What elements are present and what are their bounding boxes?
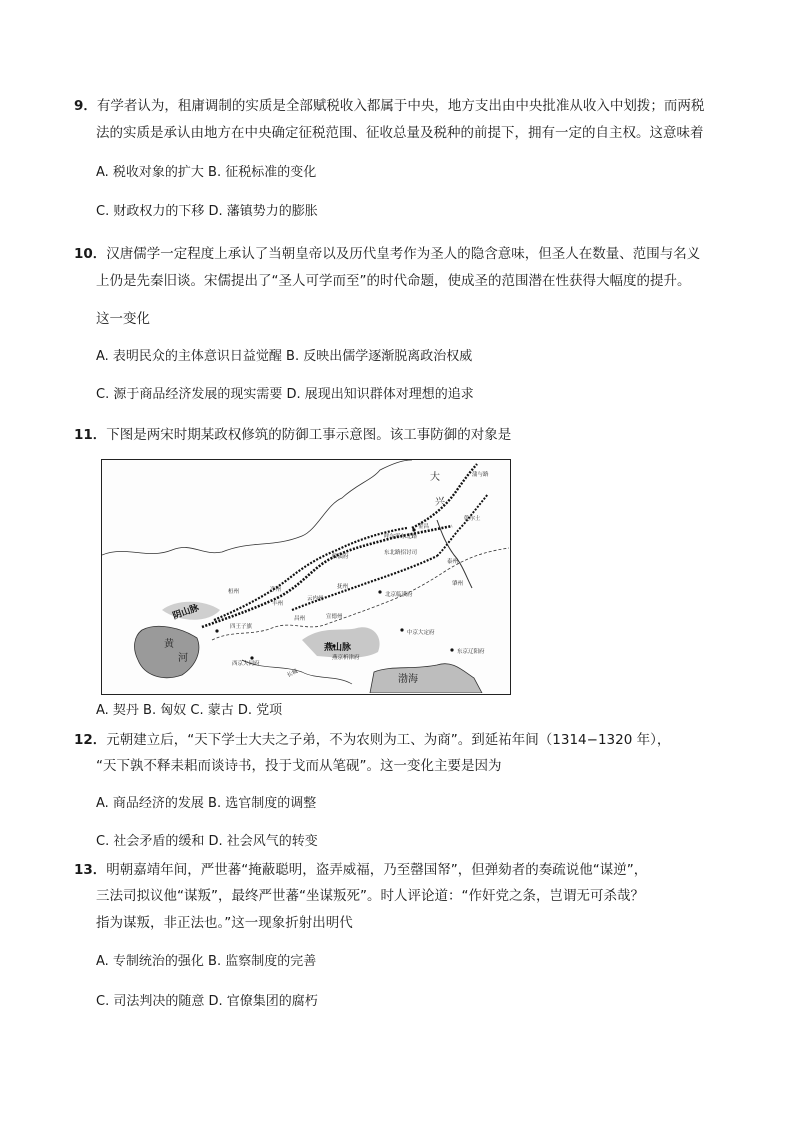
q10-stem-line3: 这一变化 bbox=[96, 311, 150, 327]
q11-stem-text1: 下图是两宋时期某政权修筑的防御工事示意图。该工事防御的对象是 bbox=[106, 427, 512, 443]
defense-line-outer bbox=[202, 526, 452, 627]
map-label-xing: 兴 bbox=[435, 497, 445, 508]
boundary-south bbox=[212, 548, 509, 640]
city-dot-zhongjing bbox=[400, 628, 403, 631]
city-dot-xijing bbox=[250, 656, 253, 659]
q9-stem-text1: 有学者认为，租庸调制的实质是全部赋税收入都属于中央，地方支出由中央批准从收入中划拨；而两税 bbox=[96, 98, 705, 114]
map-label-changcheng: 长城 bbox=[286, 668, 299, 679]
q10-number: 10． bbox=[74, 246, 107, 262]
q13-stem-line3: 指为谋叛，非正法也。”这一现象折射出明代 bbox=[96, 915, 353, 931]
map-label-linzhou: 临潢府 bbox=[332, 554, 349, 560]
q13-number: 13． bbox=[74, 862, 107, 878]
q12-options-ab[interactable]: A. 商品经济的发展 B. 选官制度的调整 bbox=[96, 796, 317, 811]
map-label-huanzhou: 桓州 bbox=[228, 589, 240, 595]
q9-options-ab[interactable]: A. 税收对象的扩大 B. 征税标准的变化 bbox=[96, 165, 317, 180]
yellow-river-area bbox=[135, 626, 199, 677]
q9-stem-line1 bbox=[74, 97, 704, 115]
map-label-jingzhou: 净州 bbox=[270, 587, 282, 593]
q9-stem-line2: 法的实质是承认由地方在中央确定征税范围、征收总量及税种的前提下，拥有一定的自主权。这意味着 bbox=[96, 125, 704, 141]
q10-options-ab[interactable]: A. 表明民众的主体意识日益觉醒 B. 反映出儒学逐渐脱离政治权威 bbox=[96, 349, 473, 364]
q12-stem-line1 bbox=[74, 731, 670, 749]
map-label-da: 大 bbox=[430, 472, 440, 483]
map-label-yanshan: 燕山脉 bbox=[324, 643, 352, 653]
map-label-dongbeilu: 东北路招讨司 bbox=[384, 550, 418, 556]
boundary-north bbox=[102, 460, 412, 555]
q13-stem-line2: 三法司拟议他“谋叛”，最终严世蕃“坐谋叛死”。时人评论道：“作奸党之条，岂谓无可杀哉？ bbox=[96, 888, 644, 904]
map-label-huang: 黄 bbox=[164, 639, 174, 650]
river-line bbox=[437, 520, 472, 588]
map-label-tairen: 泰州 bbox=[447, 559, 459, 565]
map-label-jiertu: 乾尔土 bbox=[464, 516, 481, 522]
q9-options-cd[interactable]: C. 财政权力的下移 D. 藩镇势力的膨胀 bbox=[96, 204, 318, 219]
map-label-beijing: 北京临潢府 bbox=[385, 592, 413, 598]
map-label-yanjing: 燕京析津府 bbox=[332, 655, 360, 661]
q9-number: 9． bbox=[74, 98, 97, 114]
q10-stem-text1: 汉唐儒学一定程度上承认了当朝皇帝以及历代皇考作为圣人的隐含意味，但圣人在数量、范围与名义 bbox=[106, 246, 701, 262]
q12-options-cd[interactable]: C. 社会矛盾的缓和 D. 社会风气的转变 bbox=[96, 834, 318, 849]
map-svg bbox=[102, 460, 509, 693]
city-dot-beijing bbox=[378, 590, 381, 593]
q11-stem-line1 bbox=[74, 426, 511, 444]
map-label-dongjing: 东京辽阳府 bbox=[457, 649, 485, 655]
map-label-fuzhou: 抚州 bbox=[337, 584, 349, 590]
q12-number: 12． bbox=[74, 732, 107, 748]
map-label-zhongjing: 中京大定府 bbox=[407, 630, 435, 636]
q10-stem-line2: 上仍是先秦旧谈。宋儒提出了“圣人可学而至”的时代命题，使成圣的范围潜在性获得大幅度的提升。 bbox=[96, 273, 691, 289]
city-dot-dongjing bbox=[450, 648, 453, 651]
map-label-changzhou: 昌州 bbox=[294, 616, 306, 622]
map-label-yunnei: 云内州 bbox=[307, 596, 324, 602]
q10-options-cd[interactable]: C. 源于商品经济发展的现实需要 D. 展现出知识群体对理想的追求 bbox=[96, 387, 474, 402]
city-dot-jinchang bbox=[412, 528, 415, 531]
map-label-puyu: 蒲与路 bbox=[472, 472, 489, 478]
map-label-bohai: 渤海 bbox=[398, 674, 418, 685]
map-label-zhaozhou: 肇州 bbox=[452, 581, 464, 587]
defense-works-map bbox=[101, 459, 511, 695]
map-label-huerjinbo: 呼尔浑东北路 bbox=[384, 534, 418, 540]
q11-number: 11． bbox=[74, 427, 107, 443]
q10-stem-line1 bbox=[74, 245, 700, 263]
map-label-xiangcheng: 宣德州 bbox=[326, 614, 343, 620]
city-dot-wuchuan bbox=[215, 629, 218, 632]
q13-stem-text1: 明朝嘉靖年间，严世蕃“掩蔽聪明，盗弄威福，乃至罄国帑”，但弹劾者的奏疏说他“谋逆”， bbox=[106, 862, 648, 878]
map-label-fengzhou: 丰州 bbox=[272, 601, 284, 607]
q12-stem-text1: 元朝建立后，“天下学士大夫之子弟，不为农则为工、为商”。到延祐年间（1314−1320 年）， bbox=[106, 732, 671, 748]
bohai-sea-area bbox=[370, 664, 482, 693]
q13-options-ab[interactable]: A. 专制统治的强化 B. 监察制度的完善 bbox=[96, 954, 317, 969]
map-label-he: 河 bbox=[178, 653, 188, 664]
map-label-xijing: 西京大同府 bbox=[232, 661, 260, 667]
q13-stem-line1 bbox=[74, 861, 647, 879]
q11-options[interactable]: A. 契丹 B. 匈奴 C. 蒙古 D. 党项 bbox=[96, 703, 283, 718]
map-label-yinshan: 阴山脉 bbox=[171, 603, 201, 622]
q13-options-cd[interactable]: C. 司法判决的随意 D. 官僚集团的腐朽 bbox=[96, 994, 318, 1009]
map-label-jinchang: 金昌 bbox=[418, 524, 430, 530]
q12-stem-line2: “天下孰不释耒耜而谈诗书，投于戈而从笔砚”。这一变化主要是因为 bbox=[96, 758, 502, 774]
map-label-sixun: 四王子旗 bbox=[230, 624, 253, 630]
